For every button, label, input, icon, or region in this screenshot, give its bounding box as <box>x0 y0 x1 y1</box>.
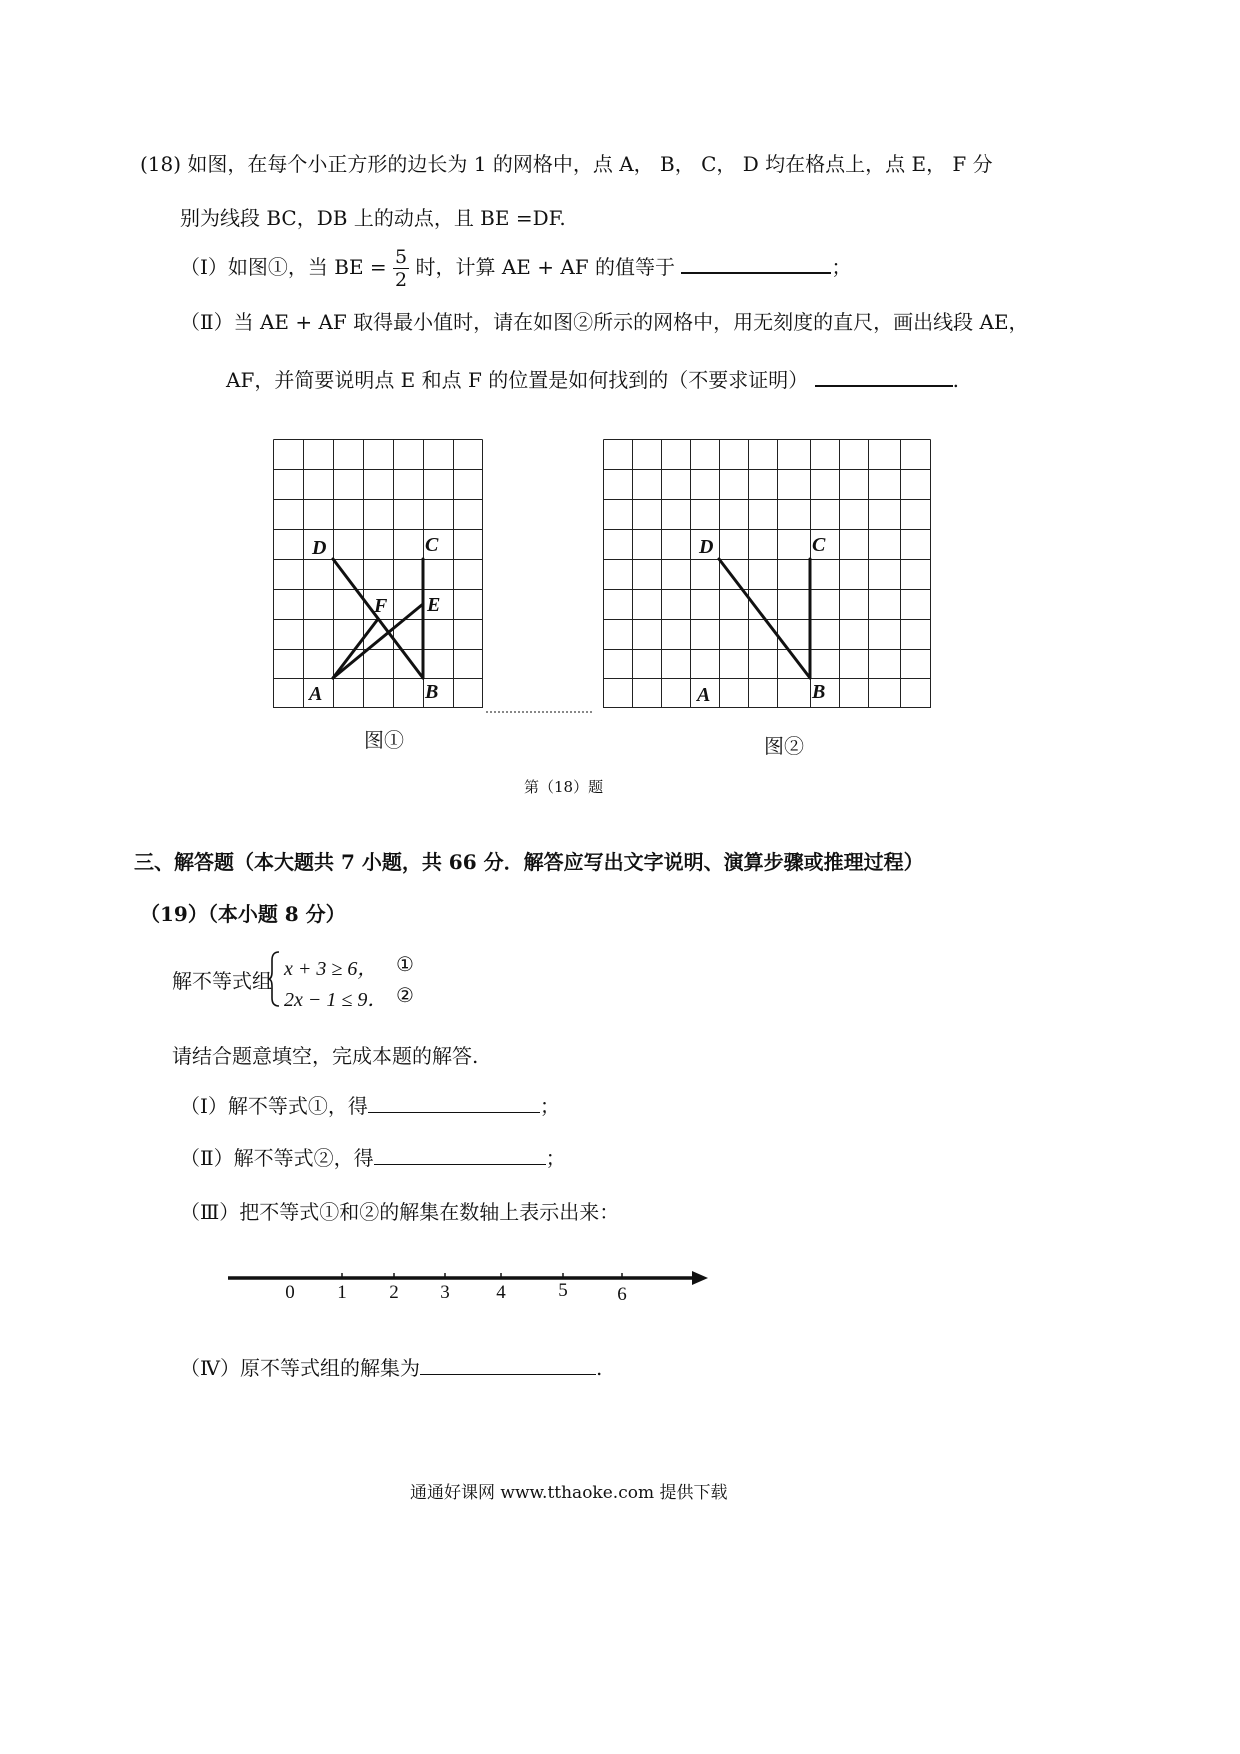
tick-label-4: 4 <box>496 1282 506 1303</box>
q19-inequality-2-mark: ② <box>396 983 414 1007</box>
q19-part2-end: ； <box>545 1146 566 1170</box>
q19-inequality-1: x + 3 ≥ 6， <box>284 958 378 980</box>
label-C: C <box>425 534 439 556</box>
label-C: C <box>812 534 826 556</box>
figure-separator <box>486 711 592 713</box>
tick-label-2: 2 <box>389 1282 399 1303</box>
fraction-numerator: 5 <box>395 246 408 268</box>
section-3-heading: 三、解答题（本大题共 7 小题，共 66 分．解答应写出文字说明、演算步骤或推理过程） <box>134 850 924 874</box>
q18-part1-end: ； <box>831 255 852 279</box>
figure-2-grid <box>600 436 935 712</box>
q19-part4-text: （Ⅳ）原不等式组的解集为 <box>180 1356 420 1380</box>
q19-part1-end: ； <box>539 1094 560 1118</box>
q19-part4 <box>180 1352 602 1381</box>
label-F: F <box>374 595 388 617</box>
q19-prompt: 解不等式组 <box>172 969 272 993</box>
label-D: D <box>312 537 327 559</box>
q19-part4-answer-blank[interactable] <box>420 1356 596 1375</box>
q18-line1: (18) 如图，在每个小正方形的边长为 1 的网格中，点 A， B， C， D 均在格点上，点 E， F 分 <box>140 152 993 176</box>
q19-part1-answer-blank[interactable] <box>368 1094 540 1113</box>
q18-line2: 别为线段 BC，DB 上的动点，且 BE =DF. <box>180 206 566 230</box>
figure-1-grid <box>270 436 486 712</box>
label-E: E <box>427 594 441 616</box>
q19-part2 <box>180 1142 566 1171</box>
q18-part2-text: AF，并简要说明点 E 和点 F 的位置是如何找到的（不要求证明） <box>226 368 809 392</box>
arrow-right-icon <box>692 1271 708 1285</box>
fraction-denominator: 2 <box>395 269 408 291</box>
q19-inequality-2: 2x − 1 ≤ 9． <box>284 989 388 1011</box>
number-line <box>226 1264 716 1308</box>
q18-part2-line1: （Ⅱ）当 AE + AF 取得最小值时，请在如图②所示的网格中，用无刻度的直尺，画出线段 AE， <box>180 310 1029 334</box>
label-A: A <box>697 684 711 706</box>
q18-part2-line2 <box>226 364 959 393</box>
q19-part3: （Ⅲ）把不等式①和②的解集在数轴上表示出来： <box>180 1200 620 1224</box>
q18-part1-pre: （Ⅰ）如图①，当 BE = <box>180 255 387 279</box>
figure-2-caption: 图② <box>764 734 804 758</box>
q18-part1-fraction <box>393 246 409 291</box>
tick-label-5: 5 <box>558 1280 568 1301</box>
q19-part4-end: . <box>595 1356 603 1380</box>
q19-part2-answer-blank[interactable] <box>374 1146 546 1165</box>
question-18-caption: 第（18）题 <box>524 778 604 796</box>
tick-label-3: 3 <box>440 1282 450 1303</box>
q18-part1-post: 时，计算 AE + AF 的值等于 <box>415 255 676 279</box>
q19-part2-text: （Ⅱ）解不等式②，得 <box>180 1146 374 1170</box>
tick-label-0: 0 <box>285 1282 295 1303</box>
q18-part1 <box>180 246 851 291</box>
segment-AF <box>333 619 378 678</box>
q18-part1-answer-blank[interactable] <box>681 254 831 274</box>
tick-label-6: 6 <box>617 1284 627 1305</box>
label-B: B <box>425 681 439 703</box>
segment-DB <box>719 559 810 678</box>
label-B: B <box>812 681 826 703</box>
q19-title: （19）（本小题 8 分） <box>140 902 346 926</box>
label-A: A <box>309 683 323 705</box>
left-brace-icon <box>266 950 282 1008</box>
q19-instruction: 请结合题意填空，完成本题的解答. <box>172 1044 479 1068</box>
q19-part1-text: （Ⅰ）解不等式①，得 <box>180 1094 368 1118</box>
q18-part2-answer-blank[interactable] <box>815 367 953 387</box>
q19-inequality-1-mark: ① <box>396 952 414 976</box>
figure-1-caption: 图① <box>364 728 404 752</box>
label-D: D <box>699 536 714 558</box>
q19-part1 <box>180 1090 560 1119</box>
tick-label-1: 1 <box>337 1282 347 1303</box>
page-footer: 通通好课网 www.tthaoke.com 提供下载 <box>410 1483 728 1503</box>
q18-part2-end: . <box>952 368 959 392</box>
